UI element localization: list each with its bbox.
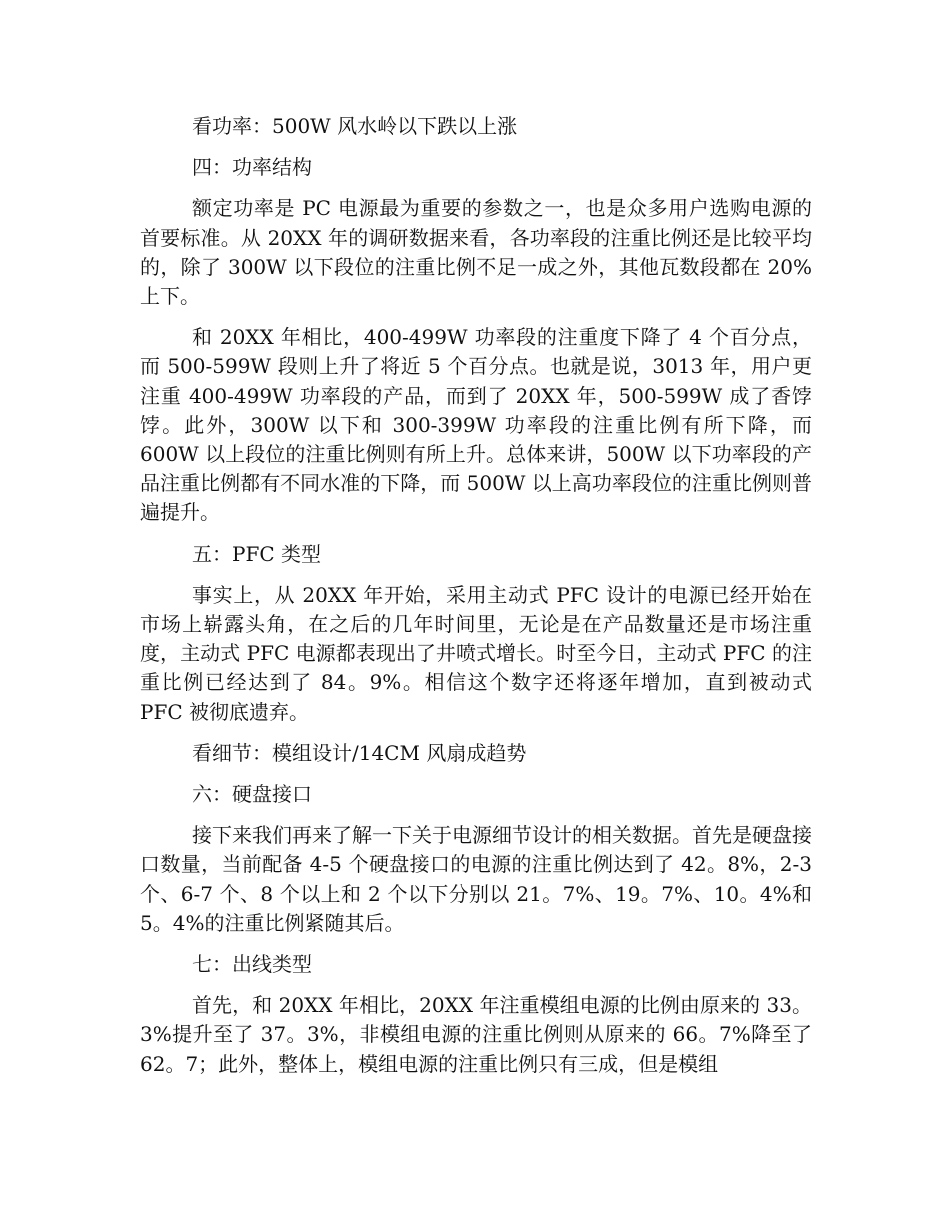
section-heading: 四：功率结构 xyxy=(192,155,312,180)
paragraph: 额定功率是 PC 电源最为重要的参数之一，也是众多用户选购电源的首要标准。从 20XX 年的调研数据来看，各功率段的注重比例还是比较平均的，除了 300W 以下段位的注重比例不足一成之外，其他瓦数段都在 20%上下。 xyxy=(140,196,812,309)
paragraph: 接下来我们再来了解一下关于电源细节设计的相关数据。首先是硬盘接口数量，当前配备 4-5 个硬盘接口的电源的注重比例达到了 42。8%，2-3 个、6-7 个、8 个以上和 2 个以下分别以 21。7%、19。7%、10。4%和 5。4%的注重比例紧随其后。 xyxy=(140,823,812,935)
section-heading: 六：硬盘接口 xyxy=(192,782,312,807)
paragraph: 和 20XX 年相比，400-499W 功率段的注重度下降了 4 个百分点，而 500-599W 段则上升了将近 5 个百分点。也就是说，3013 年，用户更注重 400-499W 功率段的产品，而到了 20XX 年，500-599W 成了香饽饽。此外，300W 以下和 300-399W 功率段的注重比例有所下降，而 600W 以上段位的注重比例则有所上升。总体来讲，500W 以下功率段的产品注重比例都有不同水准的下降，而 500W 以上高功率段位的注重比例则普遍提升。 xyxy=(140,325,812,525)
section-heading: 五：PFC 类型 xyxy=(192,541,321,566)
section-heading: 看功率：500W 风水岭以下跌以上涨 xyxy=(192,114,518,138)
paragraph: 事实上，从 20XX 年开始，采用主动式 PFC 设计的电源已经开始在市场上崭露头角，在之后的几年时间里，无论是在产品数量还是市场注重度，主动式 PFC 电源都表现出了井喷式增长。时至今日，主动式 PFC 的注重比例已经达到了 84。9%。相信这个数字还将逐年增加，直到被动式 PFC 被彻底遗弃。 xyxy=(140,582,812,724)
paragraph: 首先，和 20XX 年相比，20XX 年注重模组电源的比例由原来的 33。3%提升至了 37。3%，非模组电源的注重比例则从原来的 66。7%降至了 62。7；此外，整体上，模组电源的注重比例只有三成，但是模组 xyxy=(140,993,812,1076)
section-heading: 七：出线类型 xyxy=(192,952,312,977)
document-body xyxy=(140,112,812,1091)
section-heading: 看细节：模组设计/14CM 风扇成趋势 xyxy=(192,740,527,765)
